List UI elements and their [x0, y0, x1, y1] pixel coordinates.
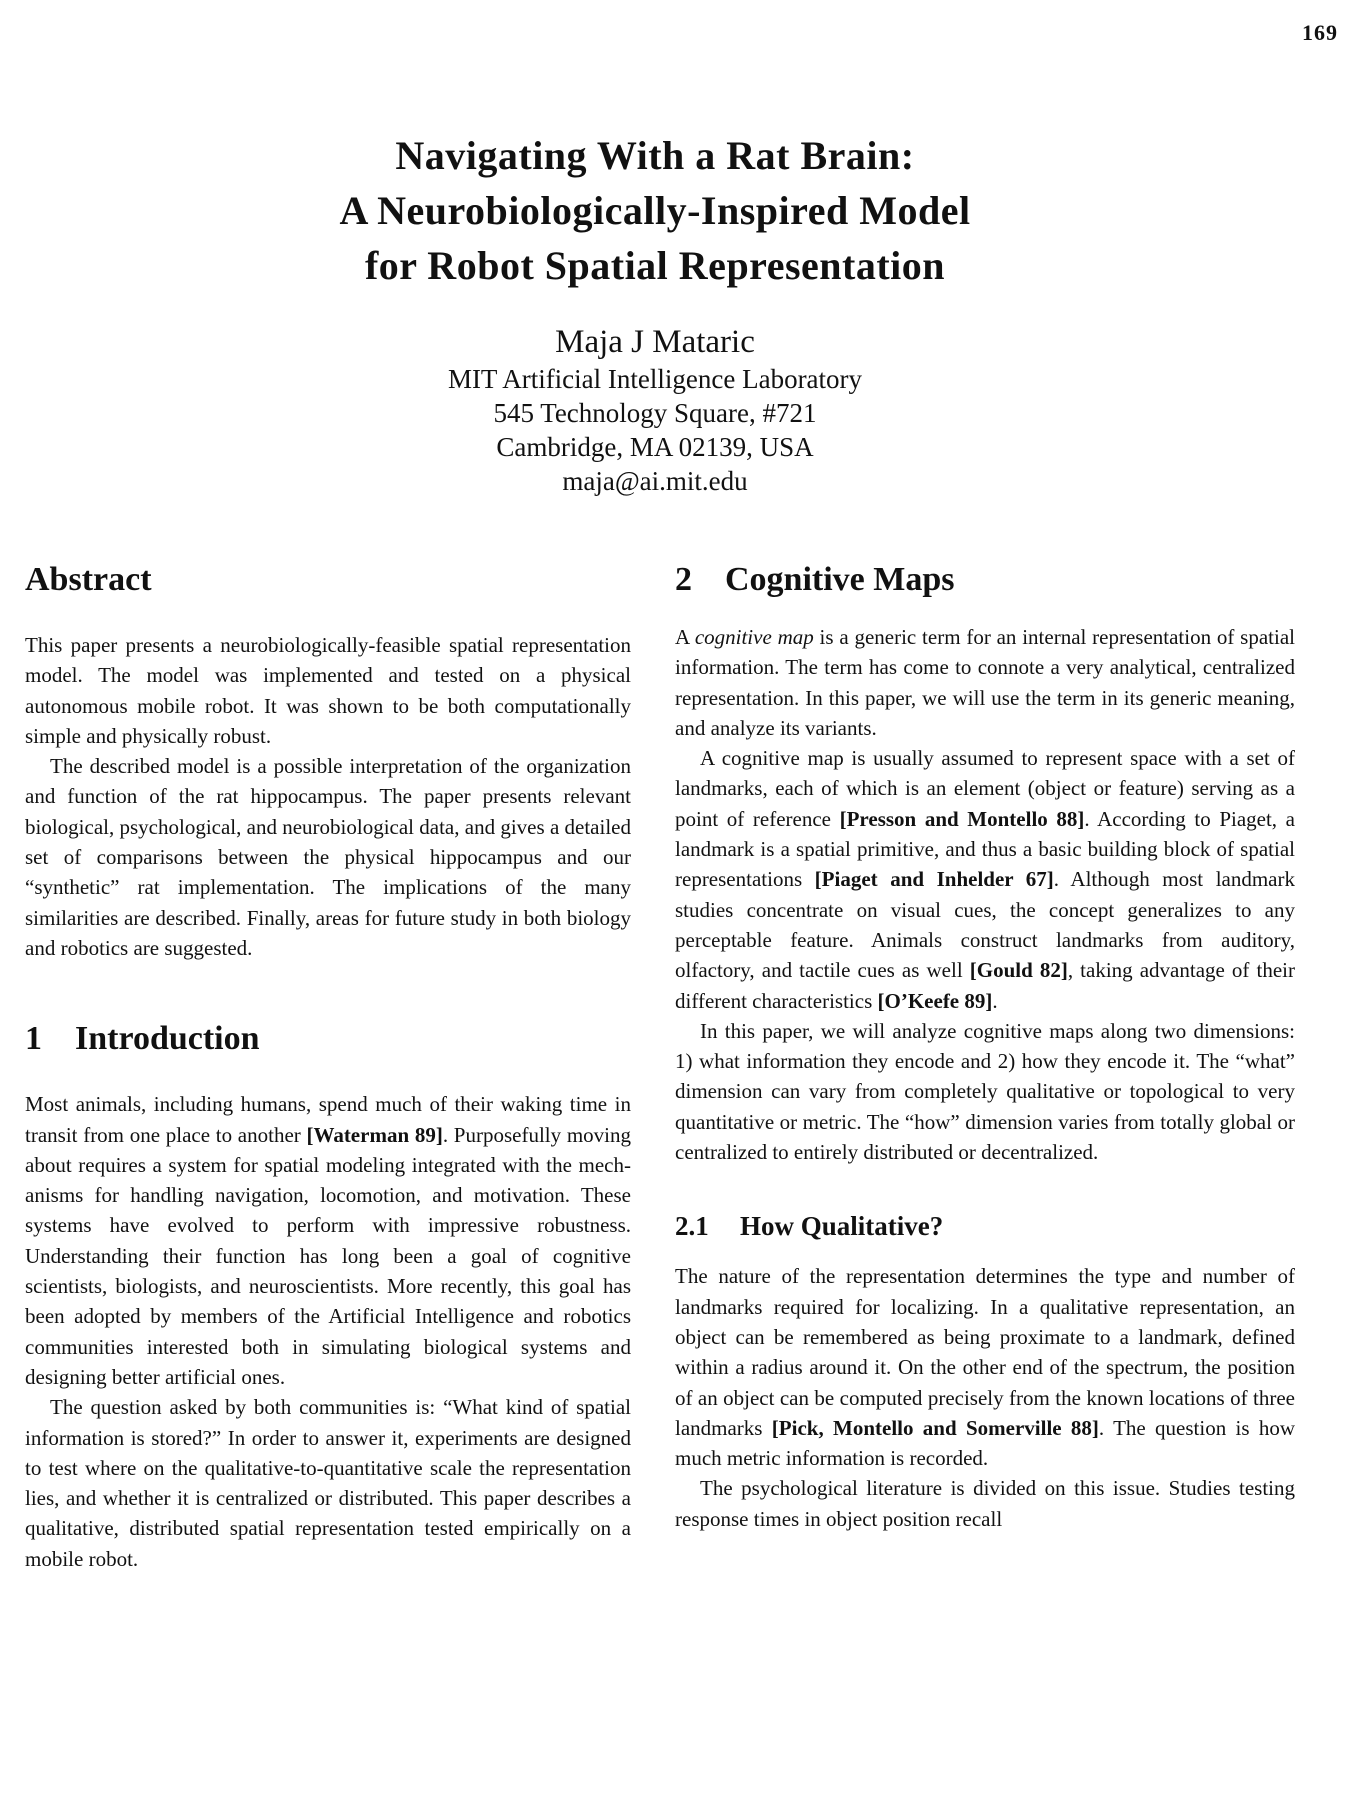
citation: [Gould 82]	[969, 958, 1068, 983]
paragraph	[25, 751, 631, 963]
left-column	[25, 560, 631, 1574]
text-run: In this paper, we will analyze cognitive maps along two dimensions: 1) what information they encode and 2) how they encode it. The “what” dimension can vary from completely qualitative or topological to very quantitative or metric. The “how” dimension varies from totally global or centralized to entirely distributed or decentralized.	[675, 1018, 1295, 1165]
text-run: The question asked by both communities is: “What kind of spatial information is stored?” In order to answer it, experiments are designed to test where on the qualitative-to-quantitative scale the representation lies, and whether it is centralized or distributed. This paper describes a qualitative, distributed spatial representation tested empirically on a mobile robot.	[25, 1395, 631, 1571]
section-title: Introduction	[75, 1020, 260, 1058]
section-number: 2	[675, 561, 692, 598]
introduction-body	[25, 1089, 631, 1574]
affiliation-city: Cambridge, MA 02139, USA	[496, 432, 814, 462]
affiliation-institution: MIT Artificial Intelligence Laboratory	[447, 364, 863, 394]
cognitive-maps-body	[675, 622, 1295, 1167]
text-run: is a generic term for an internal representation of spatial information. The term has come to connote a very analytical, centralized representation. In this paper, we will use the term in its generic meaning, and analyze its variants.	[675, 625, 1295, 740]
author-name: Maja J Mataric	[555, 324, 755, 360]
emphasis: cognitive map	[694, 625, 814, 649]
section-number: 1	[25, 1020, 42, 1058]
text-run: The described model is a possible interpretation of the organization and function of the rat hippocampus. The paper presents relevant biological, psychological, and neurobiological data, and gives a detailed set of comparisons between the physical hippocampus and our “synthetic” rat implementation. The implications of the many similarities are described. Finally, areas for future study in both biology and robotics are suggested.	[25, 754, 631, 960]
author-email: maja@ai.mit.edu	[562, 466, 748, 496]
abstract-body	[25, 630, 631, 963]
introduction-heading	[25, 1019, 631, 1059]
text-run: A cognitive map is usually assumed to represent space with a set of landmarks, each of which is an element (object or feature) serving as a point of reference	[675, 746, 1295, 831]
how-qualitative-body	[675, 1261, 1295, 1534]
citation: [Waterman 89]	[306, 1122, 443, 1147]
citation: [Piaget and Inhelder 67]	[814, 867, 1054, 892]
title-line-3: for Robot Spatial Representation	[364, 243, 946, 288]
text-run: A	[675, 625, 695, 649]
affiliation-street: 545 Technology Square, #721	[493, 398, 817, 428]
right-column	[675, 560, 1295, 1534]
text-run: This paper presents a neurobiologically-feasible spatial representation model. The model was implemented and tested on a physical autonomous mobile robot. It was shown to be both computationally simple and physically robust.	[25, 633, 631, 748]
author-block	[0, 322, 1310, 498]
paragraph	[675, 1261, 1295, 1473]
text-run: .	[992, 988, 998, 1013]
page-number: 169	[1302, 20, 1338, 45]
section-title: Cognitive Maps	[725, 561, 955, 598]
text-run: . Although most landmark studies concentrate on visual cues, the concept generalizes to any perceptable feature. Animals construct landmarks from auditory, olfactory, and tactile cues as well	[675, 867, 1295, 983]
text-run: . According to Piaget, a landmark is a spatial primitive, and thus a basic building block of spatial representations	[675, 806, 1295, 892]
paragraph	[675, 622, 1295, 743]
text-run: The nature of the representation determines the type and number of landmarks required for localizing. In a qualitative representation, an object can be remembered as being proximate to a landmark, defined within a radius around it. On the other end of the spectrum, the position of an object can be computed precisely from the known locations of three landmarks	[675, 1264, 1295, 1440]
how-qualitative-heading	[675, 1209, 1295, 1243]
paragraph	[675, 1016, 1295, 1167]
citation: [Pick, Montello and Somerville 88]	[771, 1415, 1099, 1440]
paragraph	[25, 630, 631, 751]
subsection-title: How Qualitative?	[740, 1211, 944, 1242]
paragraph	[25, 1089, 631, 1392]
citation: [O’Keefe 89]	[877, 988, 993, 1013]
text-run: . The question is how much metric information is recorded.	[675, 1415, 1295, 1471]
text-run: , taking advantage of their different characteristics	[675, 958, 1295, 1013]
abstract-heading: Abstract	[25, 561, 152, 598]
title-line-1: Navigating With a Rat Brain:	[395, 133, 915, 178]
text-run: The psychological literature is divided on this issue. Studies testing response times in object position recall	[675, 1476, 1295, 1531]
paragraph	[675, 1473, 1295, 1534]
text-run: Most animals, including humans, spend much of their waking time in transit from one place to another	[25, 1092, 631, 1147]
paper-title	[0, 128, 1310, 293]
subsection-number: 2.1	[675, 1211, 709, 1242]
paragraph	[25, 1392, 631, 1574]
title-line-2: A Neurobiologically-Inspired Model	[339, 188, 971, 233]
paragraph	[675, 743, 1295, 1016]
text-run: . Purposefully moving about requires a system for spatial modeling integrated with the mechanisms for handling navigation, locomotion, and motivation. These systems have evolved to perform with impressive robustness. Understanding their function has long been a goal of cognitive scientists, biologists, and neuroscientists. More recently, this goal has been adopted by members of the Artificial Intelligence and robotics communities interested both in simulating biological systems and designing better artificial ones.	[25, 1122, 631, 1389]
cognitive-maps-heading	[675, 560, 1295, 600]
citation: [Presson and Montello 88]	[839, 806, 1085, 831]
